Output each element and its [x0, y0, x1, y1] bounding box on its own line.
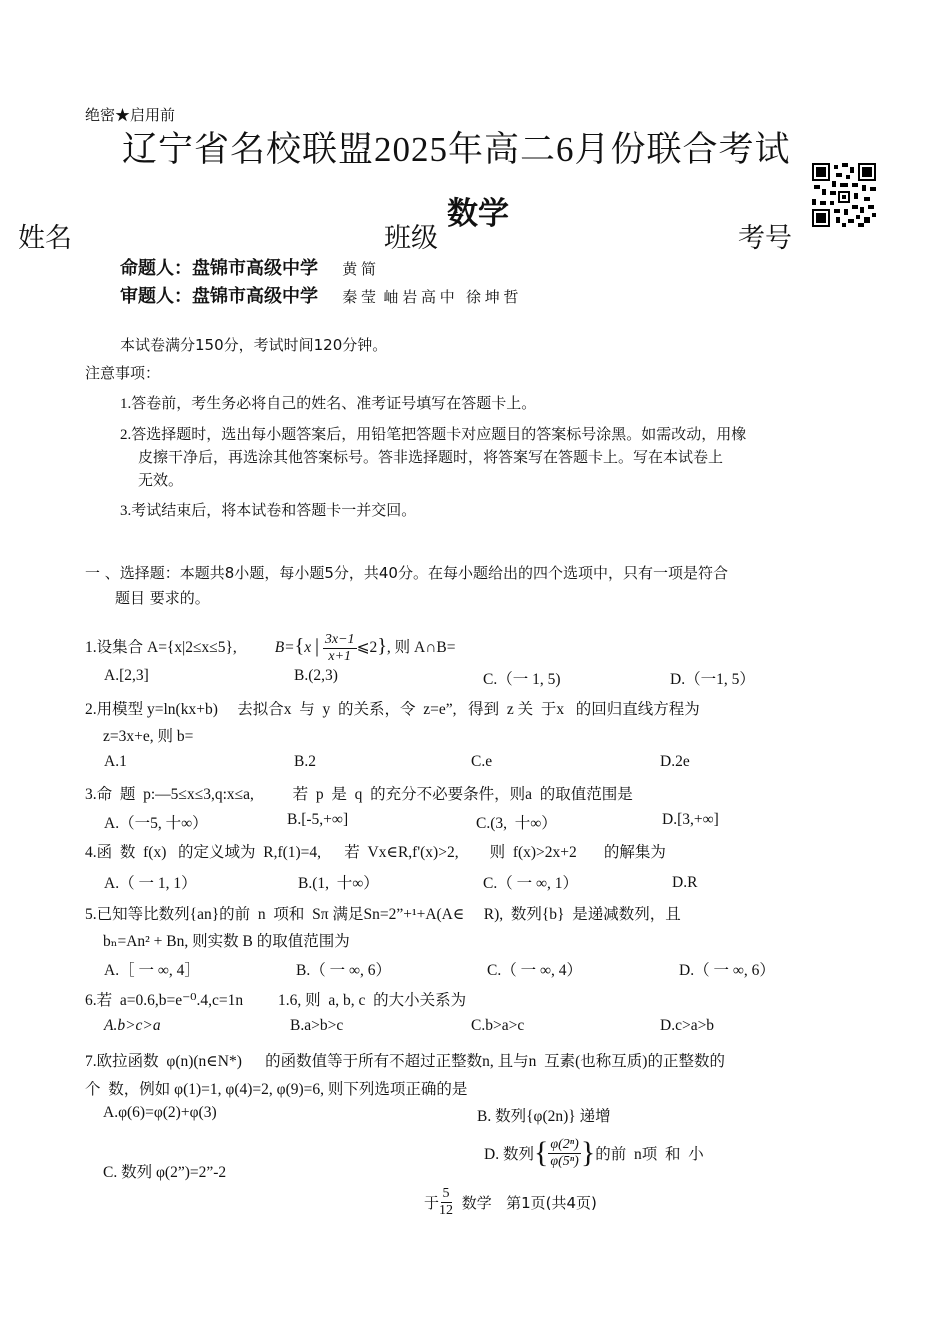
section-header-line-1: 一 、选择题：本题共8小题，每小题5分，共40分。在每小题给出的四个选项中，只有一项是符合 — [85, 564, 728, 582]
q7-option-d: D. 数列{ $\frac{\text{φ(2ⁿ)}}{\text{φ(5ⁿ)}}$ }的前 n项 和 小 — [484, 1136, 704, 1169]
exam-number-label: 考号 — [738, 223, 792, 253]
q1-fraction-denominator: x+1 — [328, 649, 352, 664]
q7-option-d-tail: 的前 n项 和 小 — [595, 1146, 704, 1163]
q7-fraction — [548, 1137, 580, 1170]
question-6-line-1: 6.若 a=0.6,b=e⁻⁰.4,c=1n 1.6, 则 a, b, c 的大小关系为 — [85, 992, 467, 1009]
notice-item-1: 1.答卷前，考生务必将自己的姓名、准考证号填写在答题卡上。 — [120, 396, 537, 412]
q1-option-b: B.(2,3) — [294, 667, 338, 684]
question-5-line-1: 5.已知等比数列{an}的前 n 项和 Sπ 满足Sn=2”+¹+A(A∈ R), 数列{b} 是递减数列，且 — [85, 906, 681, 923]
reviewer-names: 秦 莹 岫 岩 高 中 徐 坤 哲 — [342, 290, 519, 306]
notice-item-2-line-2: 皮擦干净后，再选涂其他答案标号。答非选择题时，将答案写在答题卡上。写在本试卷上 — [138, 450, 724, 466]
q1-stem-a: 1.设集合 A={x|2≤x≤5}, — [85, 639, 237, 657]
q5-option-b: B.（ 一 ∞, 6） — [296, 962, 392, 979]
exam-title: 辽宁省名校联盟2025年高二6月份联合考试 — [122, 130, 791, 169]
question-2-line-2: z=3x+e, 则 b= — [103, 728, 194, 745]
q1-option-a: A.[2,3] — [104, 667, 149, 684]
footer-fraction-numerator: 5 — [442, 1186, 450, 1201]
notice-item-3: 3.考试结束后，将本试卷和答题卡一并交回。 — [120, 503, 417, 519]
q1-set-b: B={x | $\frac{3x-1}{x+1}$ ⩽2} — [274, 632, 387, 664]
class-label: 班级 — [384, 223, 438, 253]
q2-option-c: C.e — [471, 753, 493, 770]
qr-code-icon — [812, 163, 876, 227]
question-4-line-1: 4.函 数 f(x) 的定义域为 R,f(1)=4, 若 Vx∈R,f'(x)>2, 则 f(x)>2x+2 的解集为 — [85, 844, 666, 861]
q4-option-a: A.（ 一 1, 1） — [104, 875, 197, 892]
setter-line — [120, 254, 376, 280]
question-5-line-2: bₙ=An² + Bn, 则实数 B 的取值范围为 — [103, 933, 350, 950]
q4-option-d: D.R — [672, 874, 698, 891]
question-1-stem — [85, 632, 456, 665]
q1-stem-b: , 则 A∩B= — [386, 639, 456, 657]
q7-option-b: B. 数列{φ(2n)} 递增 — [477, 1108, 611, 1125]
q3-option-b: B.[-5,+∞] — [287, 811, 349, 828]
q5-option-c: C.（ 一 ∞, 4） — [487, 962, 583, 979]
footer-fraction — [439, 1186, 453, 1219]
q1-set-b-cond: ⩽2 — [356, 639, 378, 657]
footer-fraction-denominator: 12 — [439, 1203, 454, 1218]
section-header-line-2: 题目 要求的。 — [115, 589, 210, 607]
q3-option-a: A.（一5, 十∞） — [104, 815, 208, 832]
q6-option-d: D.c>a>b — [660, 1017, 715, 1034]
q1-set-b-var: x — [304, 639, 312, 657]
q6-option-b: B.a>b>c — [290, 1017, 344, 1034]
q1-option-c: C.（一 1, 5) — [483, 671, 561, 688]
question-7-line-2: 个 数，例如 φ(1)=1, φ(4)=2, φ(9)=6, 则下列选项正确的是 — [85, 1081, 468, 1098]
q4-option-c: C.（ 一 ∞, 1） — [483, 875, 579, 892]
q5-option-a: A.［ 一 ∞, 4］ — [104, 962, 200, 979]
q7-option-c: C. 数列 φ(2”)=2”-2 — [103, 1164, 227, 1181]
setter-names: 黄 简 — [342, 262, 377, 278]
q2-option-b: B.2 — [294, 753, 316, 770]
notice-title: 注意事项： — [85, 364, 161, 382]
notice-item-2-line-3: 无效。 — [138, 473, 184, 489]
name-label: 姓名 — [18, 223, 72, 253]
reviewer-school: 盘锦市高级中学 — [192, 286, 318, 307]
q7-option-a: A.φ(6)=φ(2)+φ(3) — [103, 1104, 217, 1121]
q5-option-d: D.（ 一 ∞, 6） — [679, 962, 775, 979]
q1-set-b-lead: B= — [274, 639, 295, 657]
q6-option-a: A.b>c>a — [104, 1017, 161, 1034]
q2-option-a: A.1 — [104, 753, 127, 770]
footer-lead: 于 — [424, 1196, 440, 1212]
q1-fraction-numerator: 3x−1 — [324, 632, 355, 647]
confidential-mark: 绝密★启用前 — [85, 108, 176, 124]
q7-option-d-lead: D. 数列 — [484, 1146, 534, 1163]
subject-title: 数学 — [447, 196, 509, 232]
q3-option-d: D.[3,+∞] — [662, 811, 719, 828]
notice-item-2-line-1: 2.答选择题时，选出每小题答案后，用铅笔把答题卡对应题目的答案标号涂黑。如需改动，用橡 — [120, 427, 747, 443]
q1-option-d: D.（一1, 5） — [670, 671, 755, 688]
exam-info: 本试卷满分150分，考试时间120分钟。 — [120, 336, 388, 354]
setter-label: 命题人： — [120, 258, 192, 279]
q7-fraction-denominator: φ(5ⁿ) — [550, 1153, 579, 1169]
q6-option-c: C.b>a>c — [471, 1017, 525, 1034]
page-footer — [424, 1186, 597, 1219]
q3-option-c: C.(3, 十∞） — [476, 815, 557, 832]
footer-text: 数学 第1页(共4页) — [461, 1194, 597, 1212]
q1-fraction — [323, 632, 357, 665]
setter-school: 盘锦市高级中学 — [192, 258, 318, 279]
q2-option-d: D.2e — [660, 753, 690, 770]
q4-option-b: B.(1, 十∞） — [298, 875, 379, 892]
question-2-line-1: 2.用模型 y=ln(kx+b) 去拟合x 与 y 的关系，令 z=e”, 得到 z 关 于x 的回归直线方程为 — [85, 701, 700, 718]
q7-fraction-numerator: φ(2ⁿ) — [550, 1136, 579, 1152]
question-7-line-1: 7.欧拉函数 φ(n)(n∈N*) 的函数值等于所有不超过正整数n, 且与n 互素(也称互质)的正整数的 — [85, 1053, 725, 1070]
reviewer-line — [120, 282, 519, 308]
question-3-line-1: 3.命 题 p:—5≤x≤3,q:x≤a, 若 p 是 q 的充分不必要条件，则a 的取值范围是 — [85, 786, 633, 803]
reviewer-label: 审题人： — [120, 286, 192, 307]
